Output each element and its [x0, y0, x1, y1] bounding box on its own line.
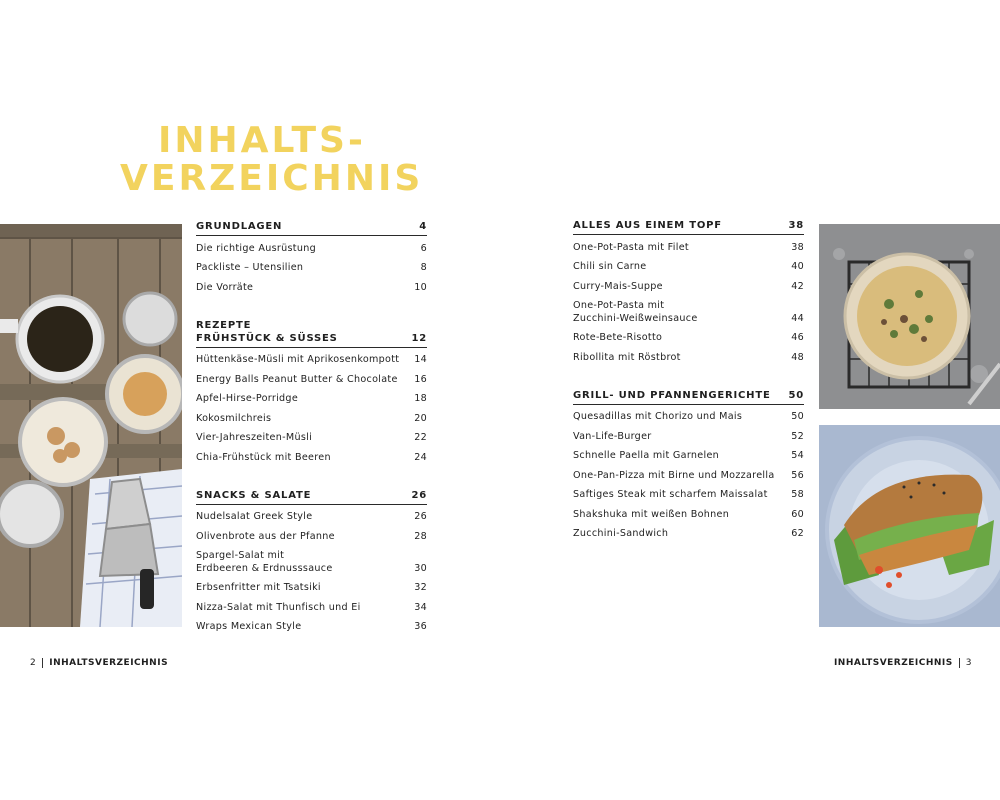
- toc-entry[interactable]: [573, 486, 804, 506]
- toc-entry[interactable]: [196, 547, 427, 579]
- page-number: 3: [965, 658, 972, 668]
- toc-entry-title: Chia-Frühstück mit Beeren: [196, 451, 331, 463]
- toc-entry-title: Spargel-Salat mit Erdbeeren & Erdnusssauce: [196, 550, 333, 574]
- toc-entry[interactable]: [573, 348, 804, 368]
- toc-entry-title: Shakshuka mit weißen Bohnen: [573, 508, 730, 520]
- toc-entry-title: Packliste – Utensilien: [196, 262, 304, 273]
- toc-entry-title: Energy Balls Peanut Butter & Chocolate: [196, 373, 398, 385]
- toc-entry-page: 34: [414, 601, 427, 613]
- toc-entry-title: Die richtige Ausrüstung: [196, 242, 317, 254]
- running-title: INHALTSVERZEICHNIS: [49, 658, 169, 668]
- toc-entry-page: 52: [791, 430, 804, 442]
- toc-entry-page: 8: [420, 262, 427, 273]
- footer-divider: [42, 658, 43, 668]
- toc-right-column: [573, 219, 804, 565]
- toc-entry[interactable]: [573, 297, 804, 329]
- toc-section: [196, 220, 427, 298]
- toc-entry-page: 24: [414, 451, 427, 463]
- toc-entry[interactable]: [196, 239, 427, 259]
- toc-entry-title: Erbsenfritter mit Tsatsiki: [196, 582, 321, 593]
- toc-entry[interactable]: [573, 238, 804, 258]
- toc-entry-page: 10: [414, 281, 427, 293]
- toc-entry-title: Schnelle Paella mit Garnelen: [573, 450, 720, 461]
- toc-entry-title: Hüttenkäse-Müsli mit Aprikosenkompott: [196, 354, 400, 365]
- section-heading[interactable]: [573, 219, 804, 235]
- toc-entry-title: One-Pan-Pizza mit Birne und Mozzarella: [573, 469, 775, 481]
- breakfast-photo: [0, 224, 182, 627]
- footer-right: [834, 658, 972, 668]
- section-heading[interactable]: [196, 319, 427, 348]
- toc-entry-title: Apfel-Hirse-Porridge: [196, 393, 299, 404]
- pasta-photo: [819, 224, 1000, 409]
- toc-entry[interactable]: [196, 370, 427, 390]
- toc-entry-page: 36: [414, 621, 427, 632]
- toc-entry-page: 40: [791, 261, 804, 272]
- toc-section: [196, 489, 427, 638]
- toc-entry[interactable]: [196, 429, 427, 449]
- toc-entry[interactable]: [573, 277, 804, 297]
- toc-entry-page: 30: [414, 562, 427, 574]
- toc-entry[interactable]: [573, 447, 804, 467]
- toc-entry[interactable]: [573, 408, 804, 428]
- section-heading-page: 4: [419, 221, 427, 232]
- toc-entry-page: 58: [791, 489, 804, 500]
- toc-entry[interactable]: [573, 505, 804, 525]
- toc-entry[interactable]: [573, 258, 804, 278]
- toc-entry[interactable]: [196, 448, 427, 468]
- toc-entry-title: Vier-Jahreszeiten-Müsli: [196, 432, 313, 443]
- toc-entry-title: Curry-Mais-Suppe: [573, 280, 663, 292]
- title-line-1: INHALTS-: [158, 120, 366, 161]
- toc-entry[interactable]: [573, 466, 804, 486]
- toc-entry-title: Zucchini-Sandwich: [573, 528, 669, 539]
- toc-entry-page: 20: [414, 412, 427, 424]
- section-heading-title: ALLES AUS EINEM TOPF: [573, 220, 722, 231]
- toc-entry-page: 6: [420, 242, 427, 254]
- toc-entry-title: One-Pot-Pasta mit Filet: [573, 241, 689, 253]
- toc-entry-page: 62: [791, 528, 804, 539]
- sandwich-photo: [819, 425, 1000, 627]
- toc-left-column: [196, 220, 427, 658]
- toc-entry[interactable]: [196, 390, 427, 410]
- toc-entry-page: 22: [414, 432, 427, 443]
- footer-left: [30, 658, 168, 668]
- toc-entry-title: Wraps Mexican Style: [196, 621, 302, 632]
- toc-entry-page: 32: [414, 582, 427, 593]
- footer-divider: [959, 658, 960, 668]
- section-heading[interactable]: [196, 220, 427, 236]
- toc-entry-page: 50: [791, 411, 804, 422]
- section-heading-page: 12: [411, 332, 427, 344]
- toc-entry[interactable]: [196, 598, 427, 618]
- toc-entry-title: Nizza-Salat mit Thunfisch und Ei: [196, 601, 361, 613]
- toc-entry-page: 14: [414, 354, 427, 365]
- section-heading-page: 50: [788, 389, 804, 401]
- toc-entry-page: 60: [791, 508, 804, 520]
- toc-entry-title: Chili sin Carne: [573, 261, 647, 272]
- page-title: [120, 122, 423, 198]
- toc-entry-title: Van-Life-Burger: [573, 430, 652, 442]
- toc-entry-page: 56: [791, 469, 804, 481]
- page-number: 2: [30, 658, 37, 668]
- section-heading-title: GRUNDLAGEN: [196, 221, 283, 232]
- section-heading-title: GRILL- UND PFANNENGERICHTE: [573, 389, 771, 401]
- toc-entry-page: 28: [414, 530, 427, 542]
- section-heading-title: SNACKS & SALATE: [196, 489, 312, 501]
- toc-entry-title: Quesadillas mit Chorizo und Mais: [573, 411, 743, 422]
- toc-entry-title: Die Vorräte: [196, 281, 254, 293]
- section-heading-title: REZEPTE FRÜHSTÜCK & SÜSSES: [196, 319, 338, 344]
- toc-entry[interactable]: [573, 427, 804, 447]
- section-heading[interactable]: [573, 389, 804, 405]
- section-heading-page: 38: [788, 220, 804, 231]
- toc-entry[interactable]: [196, 278, 427, 298]
- toc-entry-title: Saftiges Steak mit scharfem Maissalat: [573, 489, 768, 500]
- toc-entry-page: 18: [414, 393, 427, 404]
- toc-entry-title: Nudelsalat Greek Style: [196, 511, 313, 522]
- toc-entry-page: 46: [791, 332, 804, 343]
- toc-entry[interactable]: [196, 527, 427, 547]
- toc-entry-page: 48: [791, 351, 804, 363]
- toc-section: [196, 319, 427, 468]
- toc-entry-page: 42: [791, 280, 804, 292]
- running-title: INHALTSVERZEICHNIS: [833, 658, 953, 668]
- toc-entry-title: One-Pot-Pasta mit Zucchini-Weißweinsauce: [573, 300, 698, 324]
- toc-entry-page: 44: [791, 312, 804, 324]
- section-heading-page: 26: [411, 489, 427, 501]
- toc-entry-title: Kokosmilchreis: [196, 412, 272, 424]
- title-line-2: VERZEICHNIS: [120, 158, 424, 199]
- toc-entry[interactable]: [196, 409, 427, 429]
- toc-entry-page: 38: [791, 241, 804, 253]
- toc-entry[interactable]: [196, 351, 427, 371]
- toc-section: [573, 389, 804, 545]
- toc-entry-title: Olivenbrote aus der Pfanne: [196, 530, 335, 542]
- toc-entry[interactable]: [196, 618, 427, 638]
- toc-entry-title: Rote-Bete-Risotto: [573, 332, 663, 343]
- toc-entry-title: Ribollita mit Röstbrot: [573, 351, 681, 363]
- section-heading[interactable]: [196, 489, 427, 505]
- toc-entry[interactable]: [573, 525, 804, 545]
- toc-entry[interactable]: [196, 579, 427, 599]
- toc-entry-page: 54: [791, 450, 804, 461]
- toc-entry[interactable]: [196, 259, 427, 279]
- toc-entry-page: 26: [414, 511, 427, 522]
- toc-entry[interactable]: [573, 329, 804, 349]
- toc-entry[interactable]: [196, 508, 427, 528]
- toc-section: [573, 219, 804, 368]
- toc-entry-page: 16: [414, 373, 427, 385]
